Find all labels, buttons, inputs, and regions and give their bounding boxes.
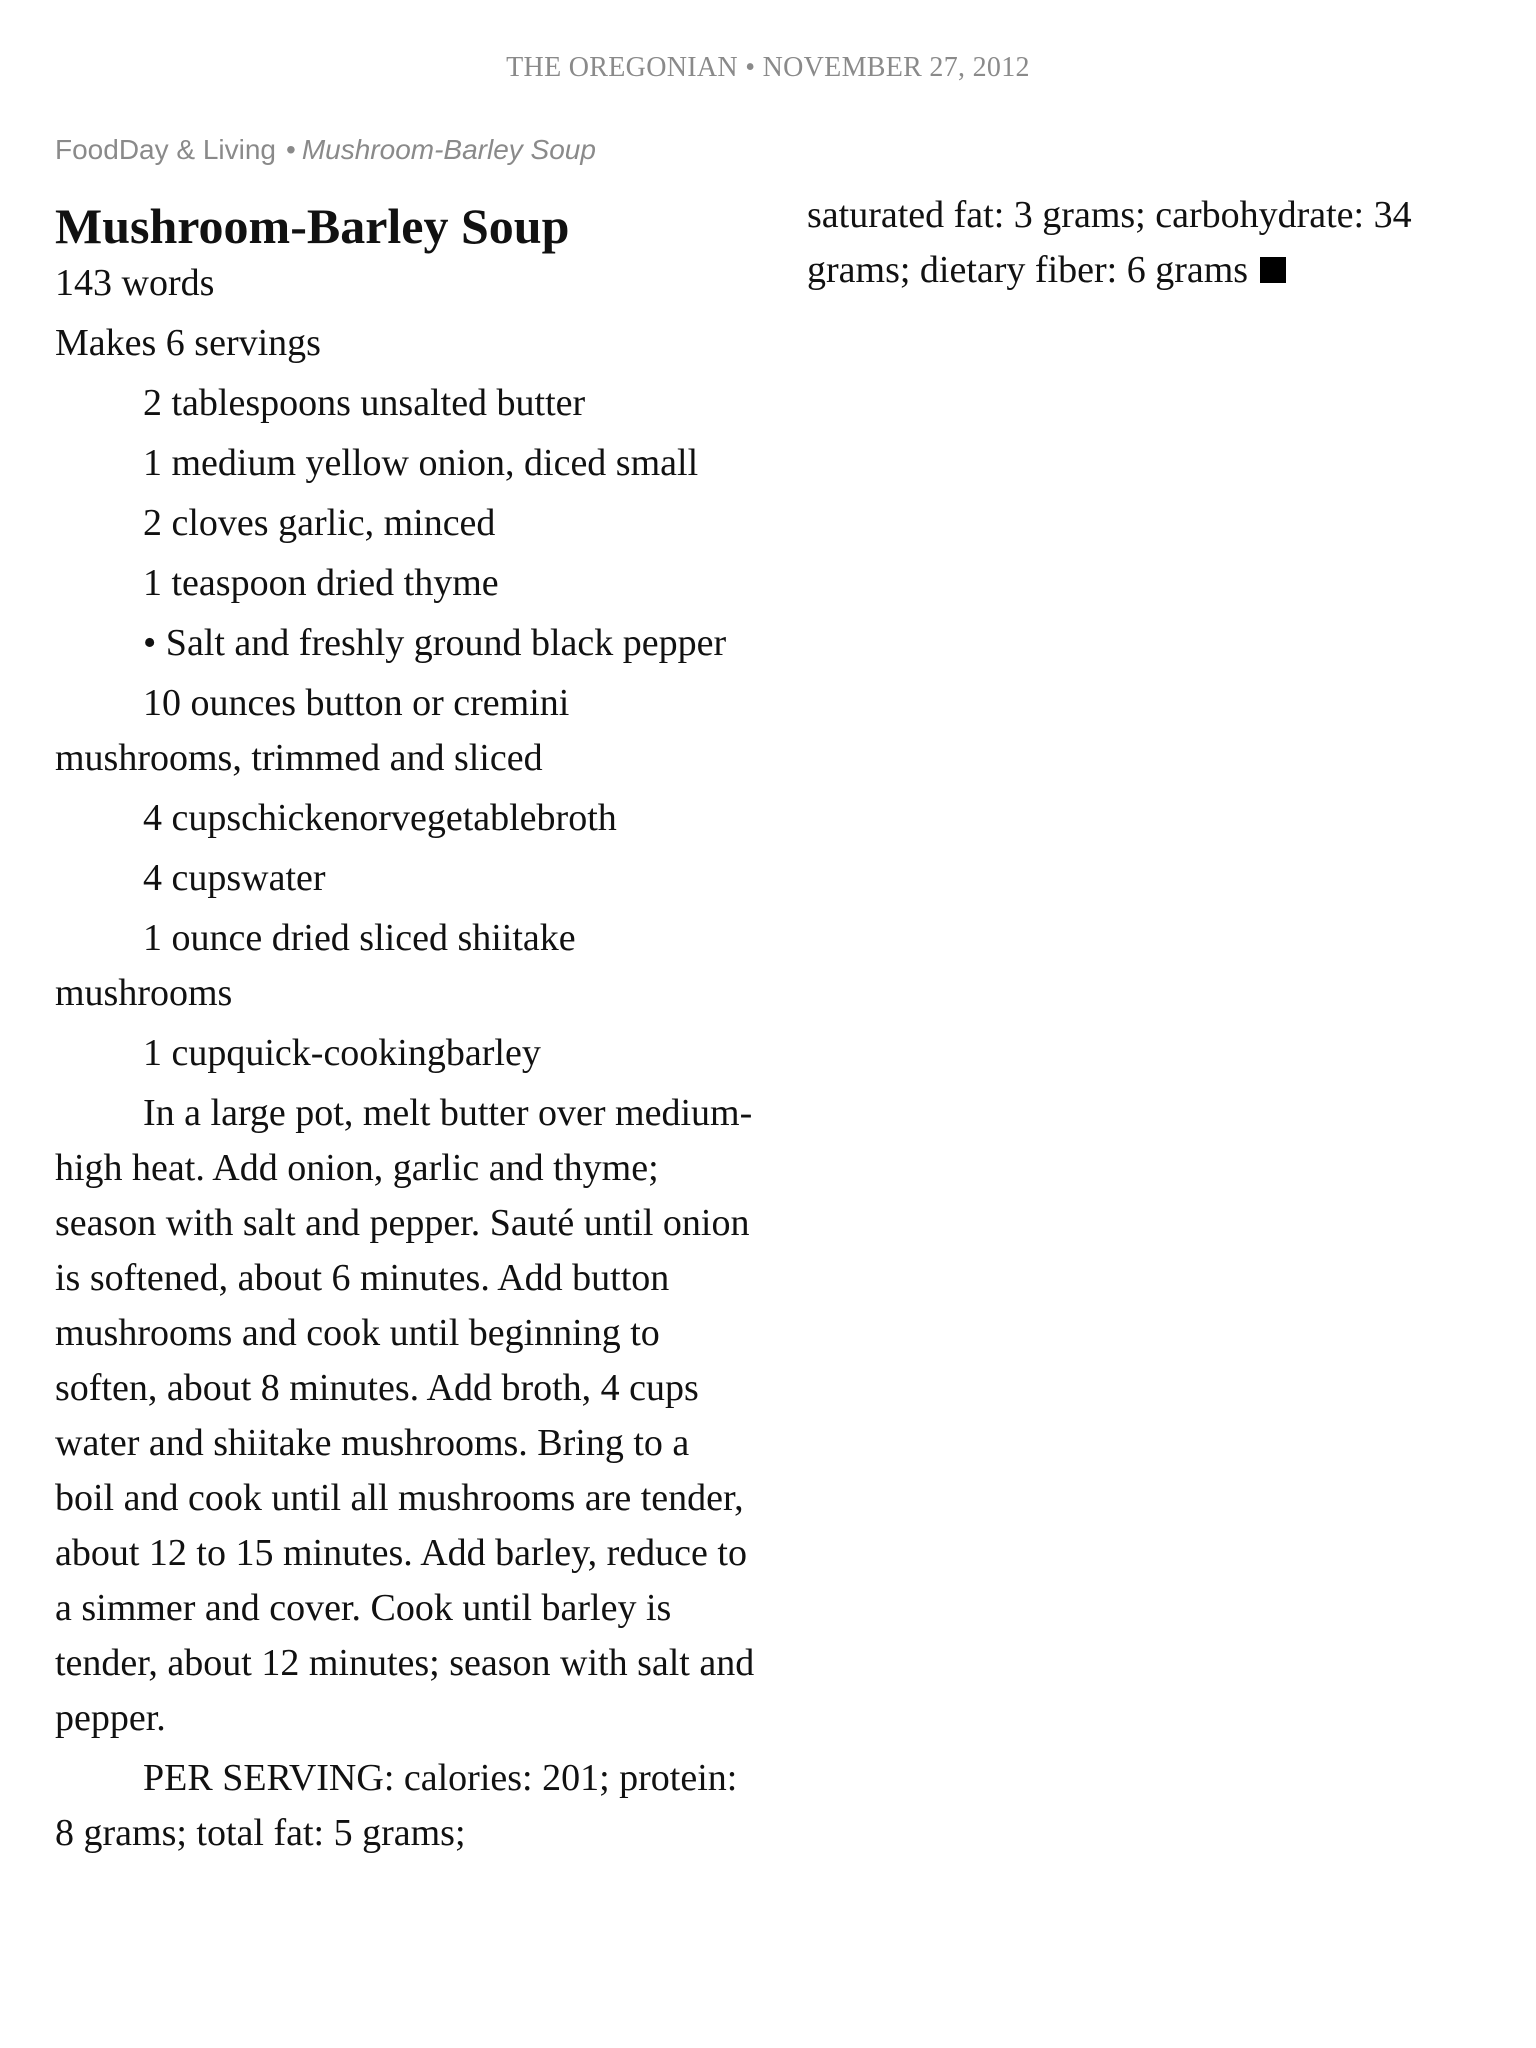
article-column-right — [807, 188, 1507, 303]
ingredient-item: 1 cupquick-cookingbarley — [143, 1032, 541, 1074]
breadcrumb-title: Mushroom-Barley Soup — [301, 134, 596, 165]
masthead: THE OREGONIAN • NOVEMBER 27, 2012 — [506, 52, 1030, 83]
ingredient-item: 4 cupswater — [143, 857, 326, 899]
breadcrumb-section[interactable]: FoodDay & Living — [55, 134, 277, 165]
nutrition-info-part1: PER SERVING: calories: 201; protein: 8 grams; total fat: 5 grams; — [55, 1757, 738, 1854]
ingredient-item: 2 tablespoons unsalted butter — [143, 382, 586, 424]
ingredient-item: 1 ounce dried sliced shiitake mushrooms — [55, 917, 576, 1014]
breadcrumb-separator: • — [286, 134, 296, 165]
article-column-left — [55, 196, 755, 1866]
ingredient-item: 2 cloves garlic, minced — [143, 502, 496, 544]
recipe-instructions: In a large pot, melt butter over medium-high heat. Add onion, garlic and thyme; season with salt and pepper. Sauté until onion is softened, about 6 minutes. Add button mushrooms and cook until beginning to soften, about 8 minutes. Add broth, 4 cups water and shiitake mushrooms. Bring to a boil and cook until all mushrooms are tender, about 12 to 15 minutes. Add barley, reduce to a simmer and cover. Cook until barley is tender, about 12 minutes; season with salt and pepper. — [55, 1092, 755, 1739]
nutrition-info-part2 — [807, 188, 1507, 298]
ingredient-item: 4 cupschickenorvegetablebroth — [143, 797, 617, 839]
recipe-yield: Makes 6 servings — [55, 322, 321, 364]
breadcrumb — [55, 134, 596, 166]
nutrition-info-part2-text: saturated fat: 3 grams; carbohydrate: 34 grams; dietary fiber: 6 grams — [807, 194, 1412, 291]
ingredient-item: 10 ounces button or cremini mushrooms, trimmed and sliced — [55, 682, 570, 779]
ingredient-item: 1 medium yellow onion, diced small — [143, 442, 699, 484]
ingredient-item: 1 teaspoon dried thyme — [143, 562, 499, 604]
ingredient-item: • Salt and freshly ground black pepper — [143, 622, 727, 664]
end-of-article-icon — [1260, 257, 1286, 283]
word-count: 143 words — [55, 262, 215, 304]
article-title: Mushroom-Barley Soup — [55, 198, 570, 254]
